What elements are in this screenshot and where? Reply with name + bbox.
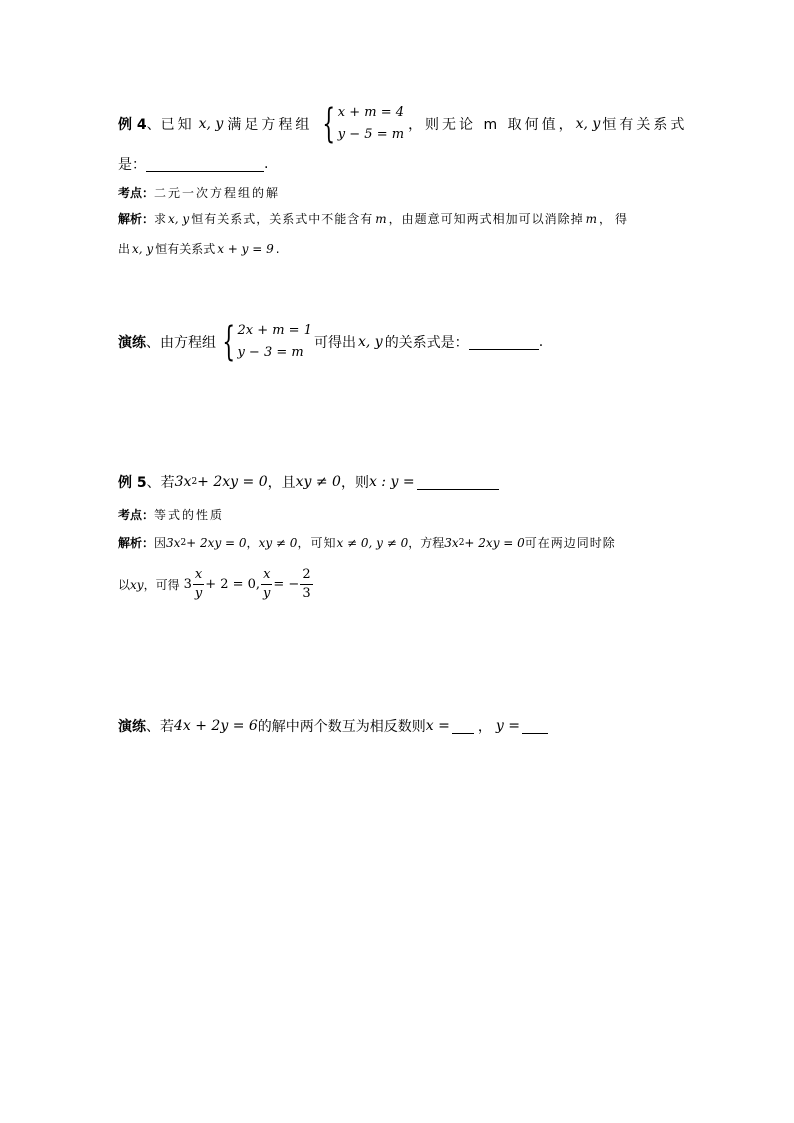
- example-5-question: 例 5 、若 3x 2 + 2xy = 0 ，且 xy ≠ 0 ，则 x : y =: [118, 472, 499, 492]
- example-5-solution-line-2: 以 xy ，可得 3 $\frac{x}{y}$ + 2 = 0, $\frac{x}{y}$ = − $\frac{2}{3}$: [118, 567, 311, 601]
- fraction: $\frac{x}{y}$: [263, 567, 271, 601]
- answer-blank-x[interactable]: [452, 719, 474, 734]
- equation-system: [216, 320, 312, 364]
- equation-2: y − 5 = m: [337, 127, 405, 142]
- answer-blank-y[interactable]: [522, 719, 548, 734]
- practice-2: 演练 、若 4x + 2y = 6 的解中两个数互为相反数则 x = ， y =: [118, 716, 548, 736]
- example-4-point: 考点： 二元一次方程组的解: [118, 186, 281, 200]
- equation-1: 2x + m = 1: [237, 323, 312, 338]
- example-4-label: 例 4: [118, 117, 147, 133]
- example-4-answer-line: 是： .: [118, 156, 269, 173]
- equation-system: [316, 102, 404, 146]
- brace: {: [322, 101, 336, 147]
- fraction: $\frac{x}{y}$: [194, 567, 203, 601]
- example-5-point: 考点： 等式的性质: [118, 508, 225, 522]
- answer-blank[interactable]: [417, 475, 499, 490]
- example-4-solution-line-1: 解析： 求 x, y 恒有关系式，关系式中不能含有 m ，由题意可知两式相加可以消除掉 m ，得: [118, 211, 632, 226]
- example-5-solution-line-1: 解析： 因 3x 2 + 2xy = 0 ， xy ≠ 0 ，可知 x ≠ 0, y ≠ 0 ，方程 3x 2 + 2xy = 0 可在两边同时除: [118, 535, 616, 550]
- brace: {: [222, 319, 236, 365]
- example-5-label: 例 5: [118, 475, 147, 491]
- practice-1: 演练 、由方程组 { 2x + m = 1 y − 3 = m 可得出 x, y 的关系式是： .: [118, 319, 544, 365]
- answer-blank[interactable]: [146, 157, 264, 172]
- example-4-question: 例 4 、 已知 x, y 满足方程组 { x + m = 4 y − 5 = m ，则无论 m 取何值， x, y 恒有关系式: [118, 101, 688, 147]
- fraction: $\frac{2}{3}$: [302, 567, 311, 601]
- equation-1: x + m = 4: [337, 105, 405, 120]
- practice-2-label: 演练: [118, 719, 146, 735]
- equation-2: y − 3 = m: [237, 345, 304, 360]
- answer-blank[interactable]: [469, 335, 539, 350]
- practice-1-label: 演练: [118, 335, 146, 351]
- example-4-solution-line-2: 出 x, y 恒有关系式 x + y = 9 .: [118, 241, 280, 256]
